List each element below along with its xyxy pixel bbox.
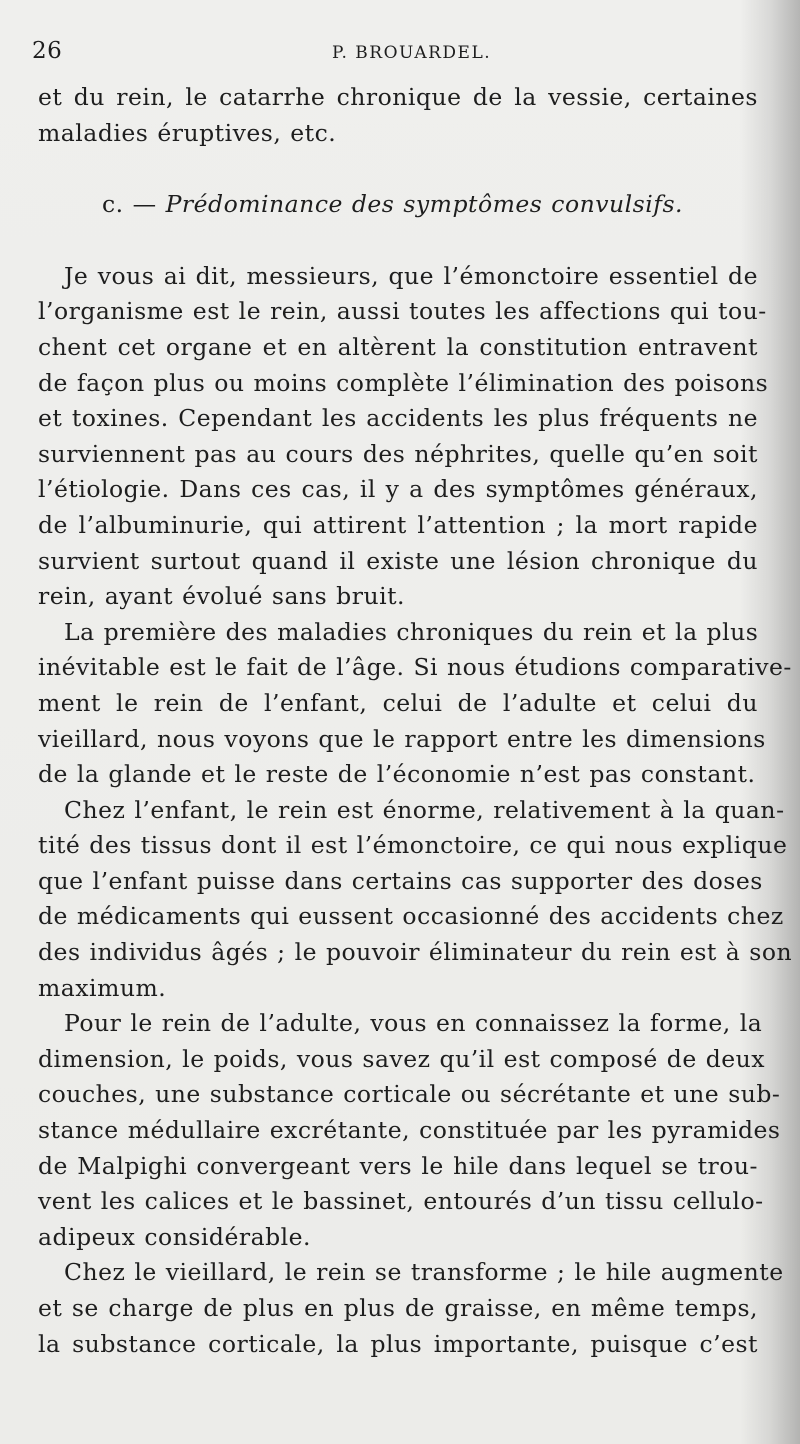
- text-line: stance médullaire excrétante, constituée par les pyramides: [38, 1116, 781, 1145]
- text-line: l’organisme est le rein, aussi toutes les affections qui tou-: [38, 297, 767, 326]
- paragraph: [38, 1255, 784, 1362]
- text-line: Chez l’enfant, le rein est énorme, relativement à la quan-: [64, 795, 785, 824]
- text-line: vent les calices et le bassinet, entourés d’un tissu cellulo-: [38, 1187, 764, 1216]
- text-line: surviennent pas au cours des néphrites, quelle qu’en soit: [38, 439, 758, 468]
- text-line: de façon plus ou moins complète l’élimination des poisons: [38, 368, 769, 397]
- text-line: que l’enfant puisse dans certains cas supporter des doses: [38, 866, 763, 895]
- text-line: rein, ayant évolué sans bruit.: [38, 582, 406, 611]
- body-text: [38, 80, 793, 1362]
- text-line: de la glande et le reste de l’économie n’est pas constant.: [38, 760, 756, 789]
- text-line: La première des maladies chroniques du rein et la plus: [64, 617, 759, 646]
- paragraph-continued: [38, 80, 758, 151]
- section-title: Prédominance des symptômes convulsifs.: [165, 190, 683, 219]
- text-line: la substance corticale, la plus importante, puisque c’est: [38, 1329, 758, 1358]
- text-line: de l’albuminurie, qui attirent l’attention ; la mort rapide: [38, 510, 758, 539]
- paragraph: [38, 615, 792, 793]
- text-line: survient surtout quand il existe une lésion chronique du: [38, 546, 758, 575]
- text-line: et du rein, le catarrhe chronique de la vessie, certaines: [38, 83, 758, 111]
- page-header: [32, 38, 772, 68]
- text-line: tité des tissus dont il est l’émonctoire, ce qui nous explique: [38, 831, 788, 860]
- text-line: inévitable est le fait de l’âge. Si nous étudions comparative-: [38, 653, 792, 682]
- text-line: dimension, le poids, vous savez qu’il est composé de deux: [38, 1044, 766, 1073]
- text-line: et toxines. Cependant les accidents les plus fréquents ne: [38, 404, 758, 433]
- text-line: ment le rein de l’enfant, celui de l’adulte et celui du: [38, 688, 758, 717]
- text-line: Pour le rein de l’adulte, vous en connaissez la forme, la: [64, 1009, 763, 1038]
- page-number: 26: [32, 38, 63, 64]
- text-line: chent cet organe et en altèrent la constitution entravent: [38, 332, 758, 361]
- text-line: l’étiologie. Dans ces cas, il y a des symptômes généraux,: [38, 475, 758, 504]
- text-line: maladies éruptives, etc.: [38, 118, 337, 147]
- section-heading: [38, 187, 758, 223]
- paragraph: [38, 793, 793, 1007]
- text-line: couches, une substance corticale ou sécrétante et une sub-: [38, 1080, 781, 1109]
- paragraph: [38, 1006, 781, 1255]
- text-line: de médicaments qui eussent occasionné des accidents chez: [38, 902, 784, 931]
- text-line: Chez le vieillard, le rein se transforme ; le hile augmente: [64, 1258, 784, 1287]
- text-line: adipeux considérable.: [38, 1222, 312, 1251]
- text-line: vieillard, nous voyons que le rapport entre les dimensions: [38, 724, 766, 753]
- paragraph: [38, 259, 769, 615]
- section-letter: c. —: [102, 190, 157, 219]
- text-line: de Malpighi convergeant vers le hile dans lequel se trou-: [38, 1151, 758, 1180]
- text-line: des individus âgés ; le pouvoir éliminateur du rein est à son: [38, 938, 793, 967]
- text-line: Je vous ai dit, messieurs, que l’émonctoire essentiel de: [64, 261, 758, 290]
- running-head: P. BROUARDEL.: [332, 43, 492, 63]
- text-line: maximum.: [38, 973, 167, 1002]
- text-line: et se charge de plus en plus de graisse, en même temps,: [38, 1294, 758, 1322]
